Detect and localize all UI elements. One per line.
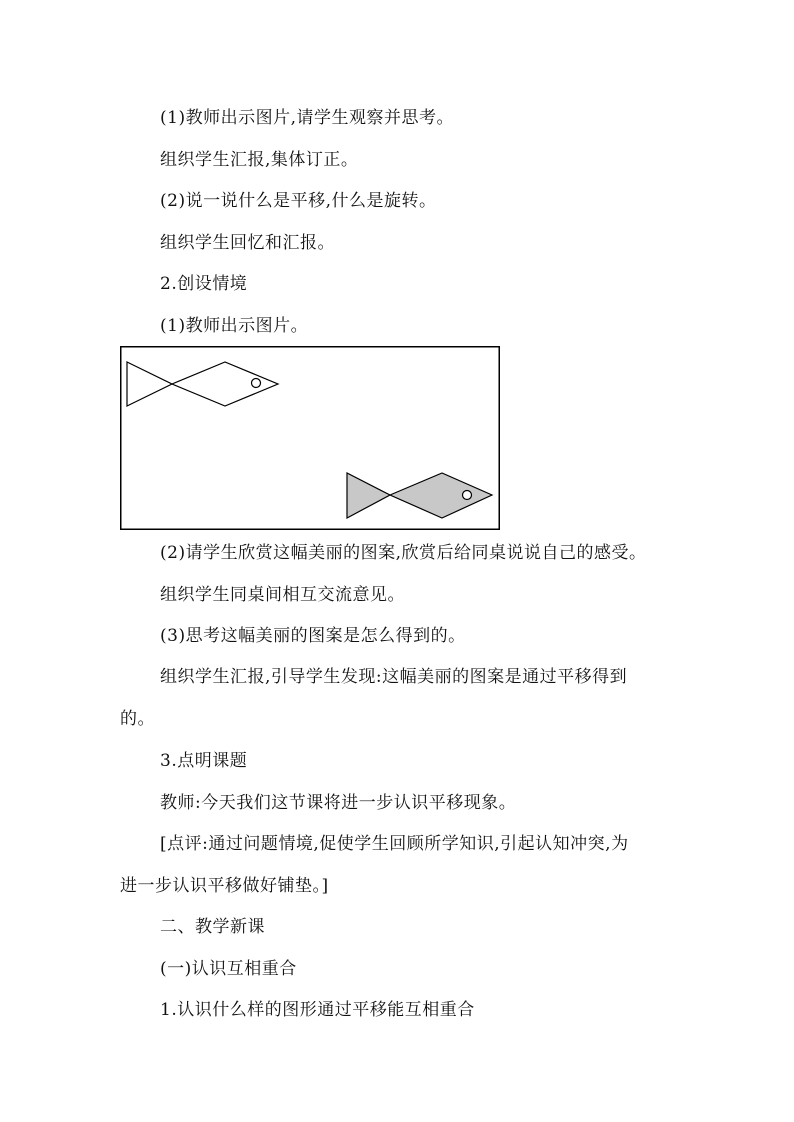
- fish-eye: [463, 491, 472, 500]
- section-heading: 3.点明课题: [160, 751, 248, 771]
- fish-tail: [127, 362, 172, 406]
- comment-paragraph: [点评:通过问题情境,促使学生回顾所学知识,引起认知冲突,为: [160, 834, 629, 854]
- paragraph: 组织学生回忆和汇报。: [160, 233, 335, 253]
- paragraph: (1)教师出示图片,请学生观察并思考。: [160, 108, 454, 128]
- fish-figure-svg: [120, 346, 500, 530]
- fish-body: [390, 473, 492, 518]
- subsection-heading: (一)认识互相重合: [160, 959, 297, 979]
- section-heading: 2.创设情境: [160, 274, 248, 294]
- paragraph-continuation: 的。: [120, 709, 155, 729]
- paragraph: 组织学生汇报,引导学生发现:这幅美丽的图案是通过平移得到: [160, 667, 628, 687]
- paragraph: 教师:今天我们这节课将进一步认识平移现象。: [160, 793, 517, 813]
- fish-body: [172, 362, 278, 406]
- paragraph: (1)教师出示图片。: [160, 316, 309, 336]
- paragraph: (2)说一说什么是平移,什么是旋转。: [160, 191, 437, 211]
- fish-tail: [347, 473, 390, 518]
- fish-translation-figure: [120, 346, 500, 530]
- fish-translated: [347, 473, 492, 518]
- paragraph: 组织学生汇报,集体订正。: [160, 150, 359, 170]
- section-heading: 二、教学新课: [160, 917, 265, 937]
- paragraph: 组织学生同桌间相互交流意见。: [160, 585, 405, 605]
- section-heading: 1.认识什么样的图形通过平移能互相重合: [160, 1000, 475, 1020]
- fish-original: [127, 362, 278, 406]
- paragraph: (3)思考这幅美丽的图案是怎么得到的。: [160, 626, 466, 646]
- paragraph: (2)请学生欣赏这幅美丽的图案,欣赏后给同桌说说自己的感受。: [160, 543, 647, 563]
- fish-eye: [252, 379, 261, 388]
- paragraph-continuation: 进一步认识平移做好铺垫。]: [120, 876, 329, 896]
